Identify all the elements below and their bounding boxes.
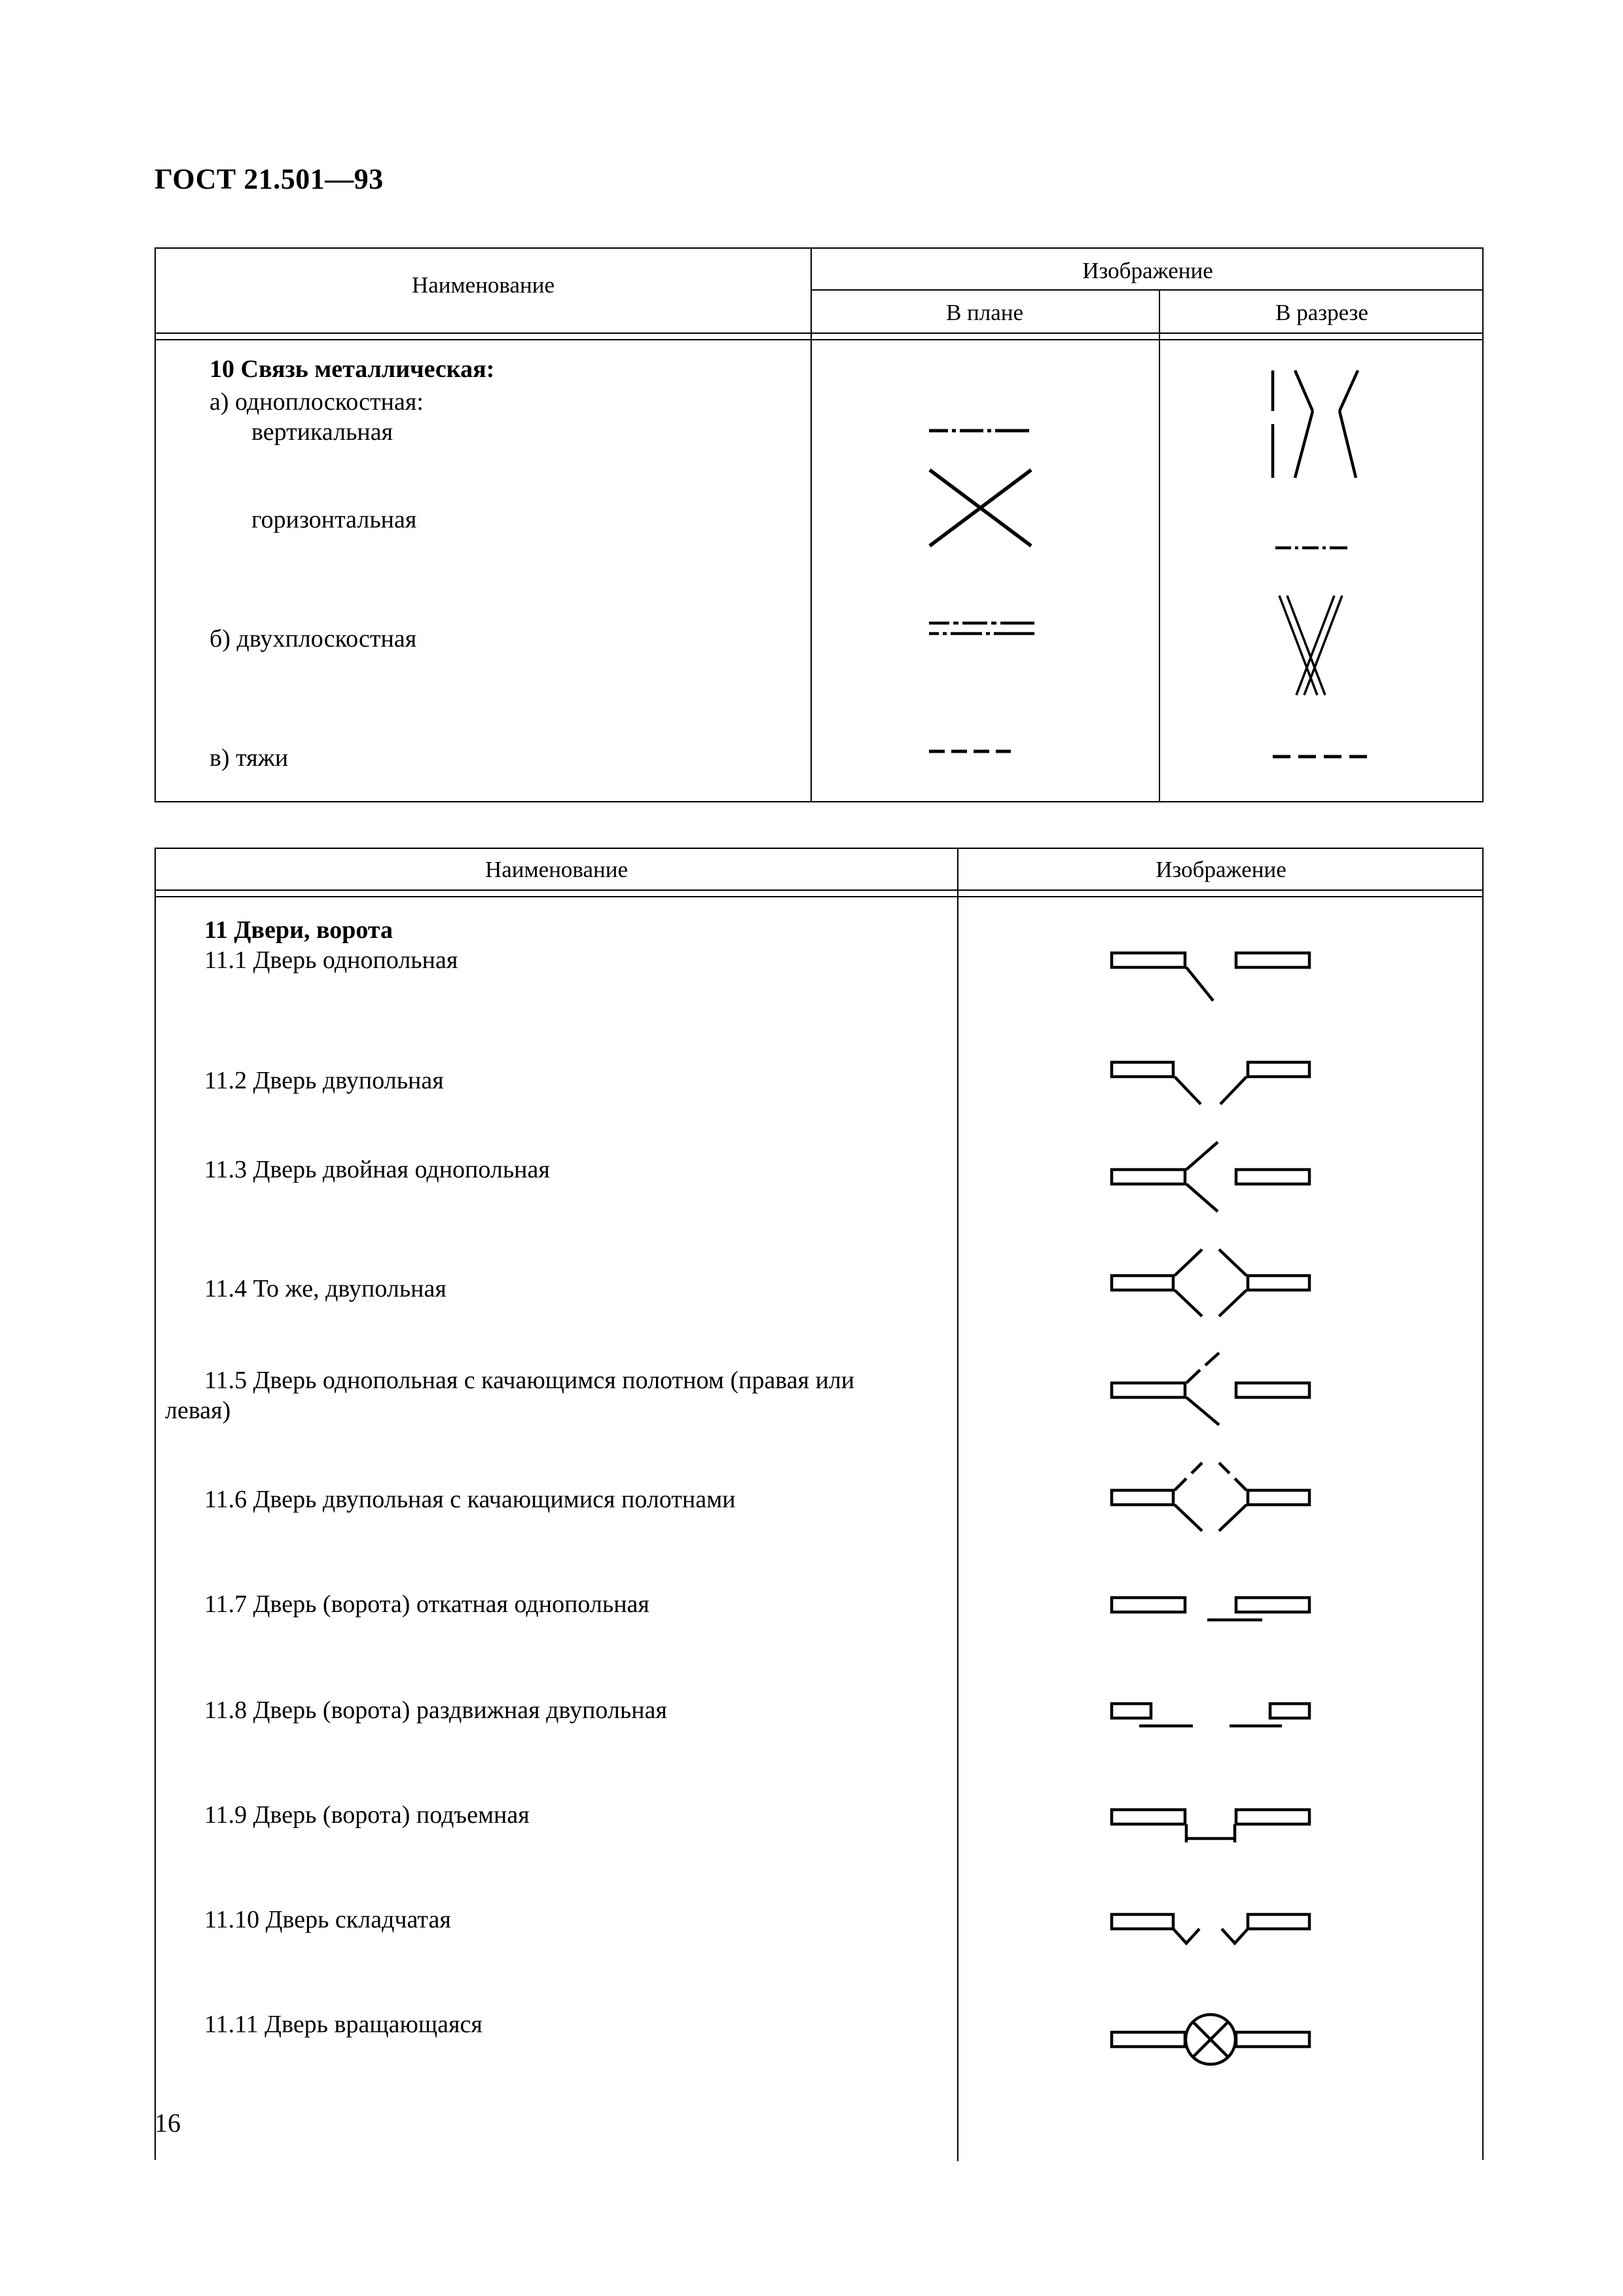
row-label: горизонтальная [251,506,417,533]
list-item: 11.5 Дверь однопольная с качающимся полотном (правая или [204,1367,855,1394]
bracing-vertical-section-symbol [1273,370,1358,478]
table-doors-gates [155,848,1484,2160]
list-item: 11.9 Дверь (ворота) подъемная [204,1801,530,1829]
bracing-symbols [156,249,1482,801]
header-image: Изображение [1082,258,1213,283]
header-image: Изображение [1156,857,1286,882]
list-item: 11.7 Дверь (ворота) откатная однопольная [204,1590,649,1618]
list-item: 11.1 Дверь однопольная [204,946,458,974]
header-section: В разрезе [1275,300,1368,325]
door-swinging-double-leaf-symbol [1112,1463,1309,1531]
document-title: ГОСТ 21.501—93 [155,163,384,195]
door-sliding-single-leaf-symbol [1112,1598,1309,1620]
header-name: Наименование [484,857,629,882]
door-swinging-single-leaf-symbol [1112,1353,1309,1425]
row-label: вертикальная [251,418,393,446]
list-item: 11.2 Дверь двупольная [204,1067,444,1094]
header-name: Наименование [411,272,555,298]
door-single-leaf-symbol [1112,953,1309,1001]
door-revolving-symbol [1112,2015,1309,2064]
door-folding-symbol [1112,1914,1309,1943]
door-symbols [156,849,1482,2161]
page-number: 16 [155,2108,181,2138]
list-item: 11.3 Дверь двойная однопольная [204,1156,550,1183]
group-title-bracing: 10 Связь металлическая: [210,355,495,383]
door-sliding-double-leaf-symbol [1112,1704,1309,1726]
list-item: 11.10 Дверь складчатая [204,1906,451,1933]
row-label: б) двухплоскостная [210,625,417,653]
row-label: а) одноплоскостная: [210,388,424,416]
door-double-leaf-symbol [1112,1062,1309,1104]
header-plan: В плане [945,300,1024,325]
table-metal-bracing [155,247,1484,802]
bracing-two-plane-section-symbol [1279,596,1342,695]
door-double-double-leaf-symbol [1112,1249,1309,1316]
bracing-horizontal-plan-symbol [930,470,1031,546]
bracing-two-plane-plan-symbol [929,623,1034,634]
door-double-single-leaf-symbol [1112,1142,1309,1211]
row-label: в) тяжи [210,744,289,772]
list-item: 11.6 Дверь двупольная с качающимися полотнами [204,1486,736,1513]
list-item: левая) [165,1397,231,1424]
list-item: 11.11 Дверь вращающаяся [204,2011,483,2038]
group-title-doors: 11 Двери, ворота [204,916,393,944]
list-item: 11.8 Дверь (ворота) раздвижная двупольная [204,1696,667,1724]
list-item: 11.4 То же, двупольная [204,1275,447,1302]
door-lifting-symbol [1112,1810,1309,1842]
